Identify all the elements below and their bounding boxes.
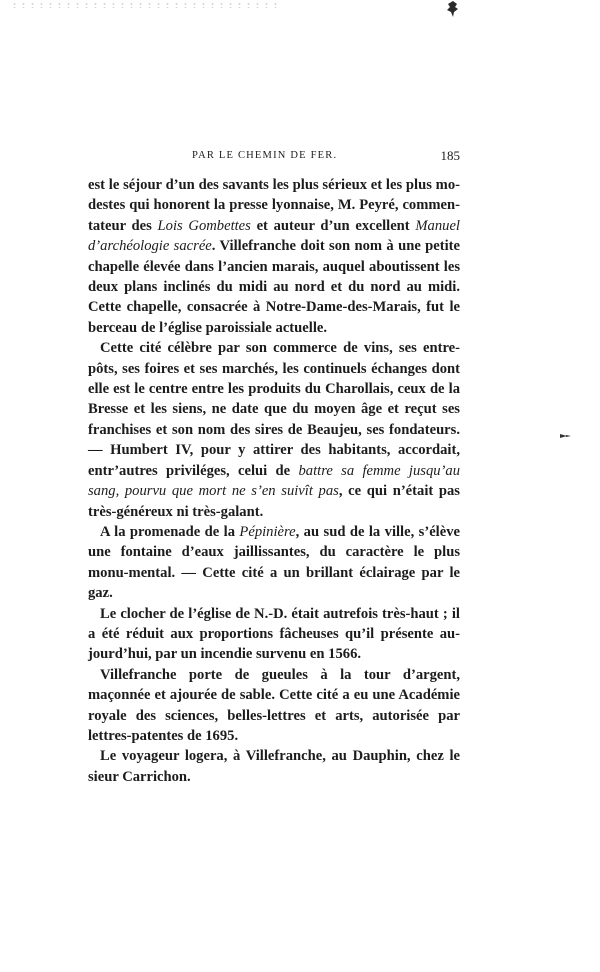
ink-blot-icon (445, 0, 461, 18)
paragraph-1: est le séjour d’un des savants les plus sérieux et les plus mo-destes qui honorent la presse lyonnaise, M. Peyré, commen-tateur des Lois Gombettes et auteur d’un excellent Manuel d’archéologie sacrée. Villefranche doit son nom à une petite chapelle élevée dans l’ancien marais, auquel aboutissent les deux plans inclinés du midi au nord et du nord au midi. Cette chapelle, consacrée à Notre-Dame-des-Marais, fut le berceau de l’église paroissiale actuelle. (88, 177, 460, 336)
arrow-mark-icon (560, 432, 572, 440)
paragraph-4: Le clocher de l’église de N.-D. était autrefois très-haut ; il a été réduit aux proportions fâcheuses qu’il présente au-jourd’hui, par un incendie survenu en 1566. (88, 605, 460, 663)
paragraph-2: Cette cité célèbre par son commerce de vins, ses entre-pôts, ses foires et ses marchés, les continuels échanges dont elle est le centre entre les produits du Charollais, ceux de la Bresse et les siens, ne date que du moyen âge et reçut ses franchises et son nom des sires de Beaujeu, ses fondateurs. — Humbert IV, pour y attirer des habitants, accordait, entr’autres priviléges, celui de battre sa femme jusqu’au sang, pourvu que mort ne s’en suivît pas, ce qui n’était pas très-généreux ni très-galant. (88, 340, 461, 520)
running-head-title: PAR LE CHEMIN DE FER. (192, 150, 338, 161)
print-speckles (10, 2, 280, 8)
paragraph-5: Villefranche porte de gueules à la tour d’argent, maçonnée et ajourée de sable. Cette cité a eu une Académie royale des sciences, belles-lettres et arts, autorisée par lettres-patentes de 1695. (88, 666, 460, 744)
paragraph-6: Le voyageur logera, à Villefranche, au Dauphin, chez le sieur Carrichon. (88, 748, 460, 785)
body-text (88, 175, 460, 787)
page-number: 185 (440, 148, 460, 163)
running-head (88, 150, 460, 166)
paragraph-3: A la promenade de la Pépinière, au sud de la ville, s’élève une fontaine d’eaux jaillissantes, du caractère le plus monu-mental. — Cette cité a un brillant éclairage par le gaz. (88, 523, 460, 602)
